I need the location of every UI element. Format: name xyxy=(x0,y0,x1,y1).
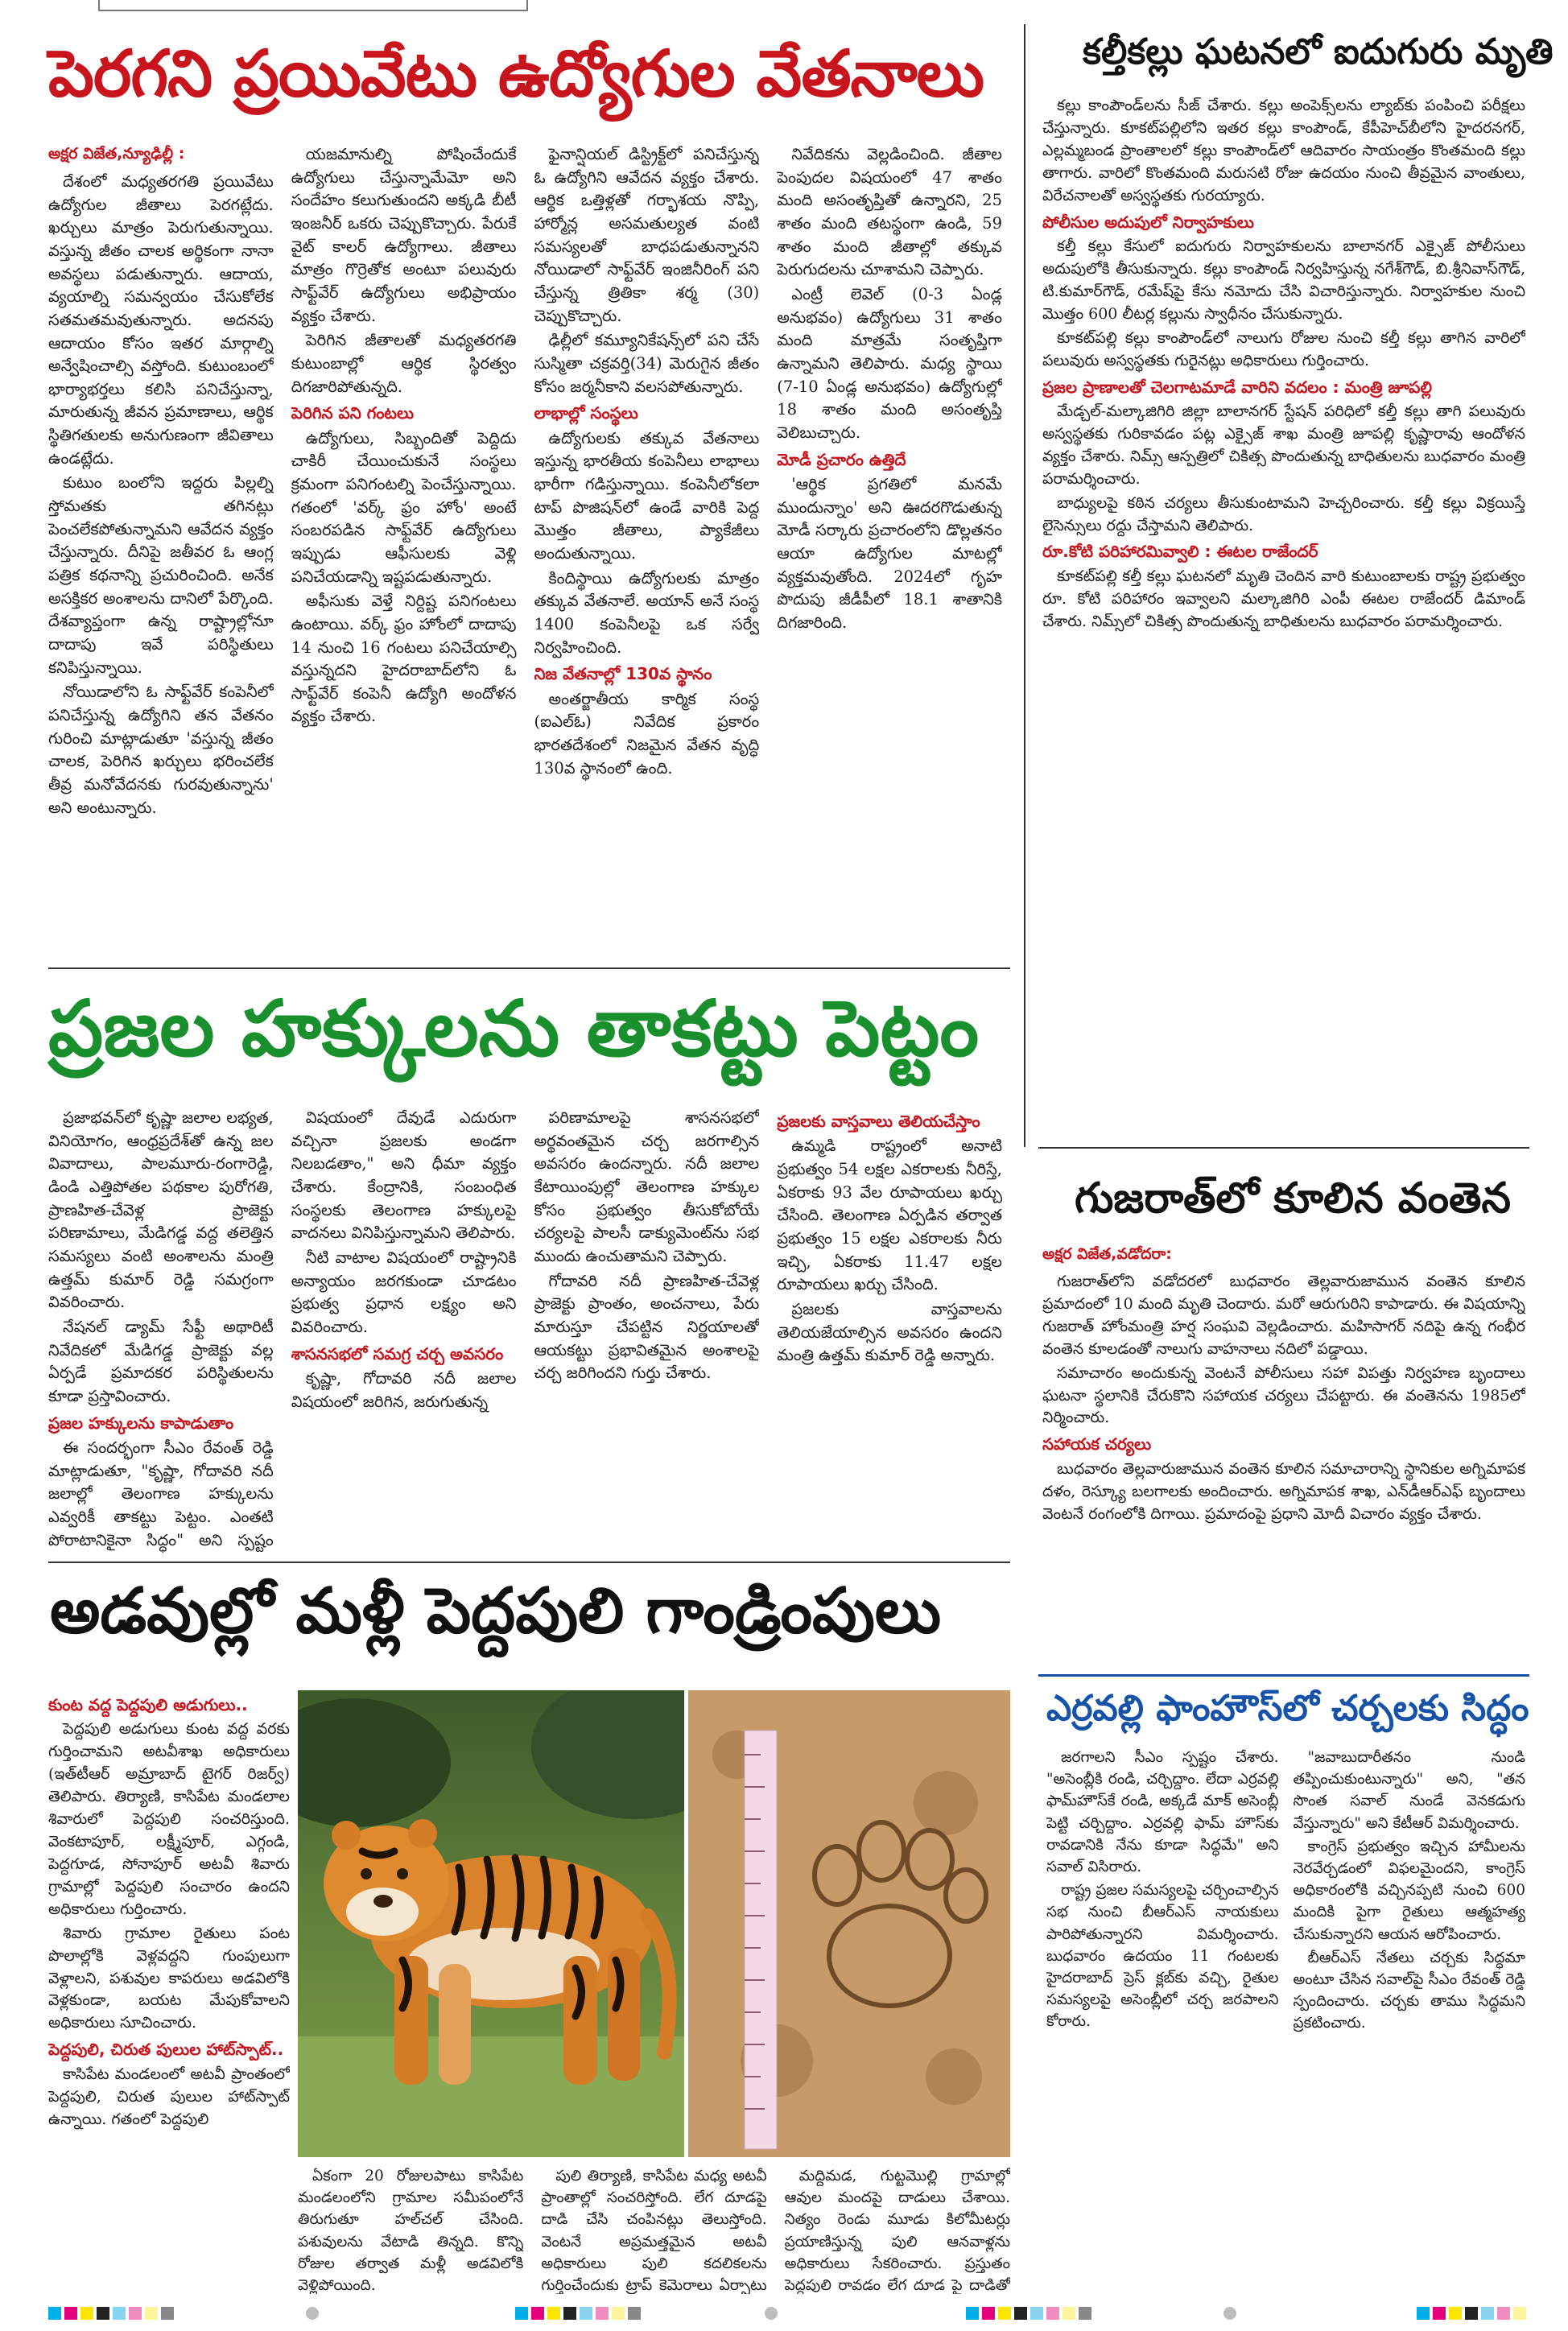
rights-col-2 xyxy=(291,1107,517,1553)
paragraph: సమాచారం అందుకున్న వెంటనే పోలీసులు సహా విపత్తు నిర్వహణ బృందాలు ఘటనా స్థలానికి చేరుకొని సహాయక చర్యలు చేపట్టారు. ఈ వంతెనను 1985లో నిర్మించారు. xyxy=(1042,1364,1525,1427)
paragraph: కల్తీ కల్లు కేసులో ఐదుగురు నిర్వాహకులను బాలానగర్ ఎక్సైజ్ పోలీసులు అదుపులోకి తీసుకున్నారు. కల్లు కాంపౌండ్ నిర్వహిస్తున్న నగేశ్‌గౌడ్, బి.శ్రీనివాస్‌గౌడ్, టి.కుమార్‌గౌడ్, రమేష్‌పై కేసు నమోదు చేసి విచారిస్తున్నారు. నిర్వాహకుల నుంచి మొత్తం 600 లీటర్ల కల్లును స్వాధీనం చేసుకున్నారు. xyxy=(1042,237,1525,323)
section-divider xyxy=(1038,1147,1529,1149)
subheading: కుంట వద్ద పెద్దపులి అడుగులు.. xyxy=(48,1695,248,1714)
article-people-rights xyxy=(48,1107,1002,1553)
article-farmhouse xyxy=(1046,1747,1525,2294)
paragraph: 'ఆర్థిక ప్రగతిలో మనమే ముందున్నాం' అని ఊదరగొడుతున్న మోడీ సర్కారు ప్రచారంలోని డొల్లతనం ఆయా ఉద్యోగుల మాటల్లో వ్యక్తమవుతోంది. 2024లో గృహ పొదుపు జీడీపీలో 18.1 శాతానికి దిగజారింది. xyxy=(777,474,1002,632)
tiger-photo xyxy=(298,1690,684,2157)
rights-col-4 xyxy=(777,1107,1002,1553)
paragraph: గుజరాత్‌లోని వడోదరలో బుధవారం తెల్లవారుజామున వంతెన కూలిన ప్రమాదంలో 10 మంది మృతి చెందారు. మరో ఆరుగురిని కాపాడారు. ఈ విషయాన్ని గుజరాత్ హోంమంత్రి హర్ష సంఘవి వెల్లడించారు. మహిసాగర్ నదిపై ఉన్న గంభీర వంతెన కూలడంతో నాలుగు వాహనాలు నదిలో పడ్డాయి. xyxy=(1042,1272,1525,1358)
headline-tiger: అడవుల్లో మళ్లీ పెద్దపులి గాండ్రింపులు xyxy=(50,1575,942,1648)
paragraph: నీటి వాటాల విషయంలో రాష్ట్రానికి అన్యాయం జరగకుండా చూడటం ప్రభుత్వ ప్రధాన లక్ష్యం అని వివరించారు. xyxy=(291,1248,517,1336)
subheading: రూ.కోటి పరిహారమివ్వాలి : ఈటల రాజేందర్ xyxy=(1042,542,1318,562)
paragraph: పెద్దపులి అడుగులు కుంట వద్ద వరకు గుర్తించామని అటవీశాఖ అధికారులు (ఇత్‌టీఆర్ అమ్రాబాద్ టైగర్ రిజర్వ్) తెలిపారు. తిర్యాణి, కాసిపేట మండలాల శివారులో పెద్దపులి సంచరిస్తుంది. వెంకటాపూర్, లక్ష్మీపూర్, ఎగ్గండి, పెద్దగూడ, సోనాపూర్ అటవీ శివారు గ్రామాల్లో పెద్దపులి సంచారం ఉందని అధికారులు గుర్తించారు. xyxy=(48,1720,290,1918)
paragraph: "జవాబుదారీతనం నుండి తప్పించుకుంటున్నారు" అని, "తన సొంత సవాల్ నుండే వెనకడుగు వేస్తున్నారు" అని కేటీఆర్ విమర్శించారు. xyxy=(1293,1749,1525,1832)
tiger-col-3 xyxy=(541,2165,766,2294)
paragraph: శివారు గ్రామాల రైతులు పంట పొలాల్లోకి వెళ్లవద్దని గుంపులుగా వెళ్లాలని, పశువుల కాపరులు అడవిలోకి వెళ్లకుండా, బయట మేపుకోవాలని అధికారులు సూచించారు. xyxy=(48,1924,290,2032)
paragraph: ఏకంగా 20 రోజులపాటు కాసిపేట మండలంలోని గ్రామాల సమీపంలోనే తిరుగుతూ హల్‌చల్ చేసింది. పశువులను వేటాడి తిన్నది. కొన్ని రోజుల తర్వాత మళ్లీ అడవిలోకి వెళ్లిపోయింది. xyxy=(298,2168,524,2294)
paragraph: అంతర్జాతీయ కార్మిక సంస్థ (ఐఎల్‌ఓ) నివేదిక ప్రకారం భారతదేశంలో నిజమైన వేతన వృద్ధి 130వ స్థానంలో ఉంది. xyxy=(534,689,760,778)
article-gujarat-bridge xyxy=(1042,1244,1525,1622)
salaries-col-1 xyxy=(48,143,274,956)
paragraph: కృష్ణా, గోదావరి నదీ జలాల విషయంలో జరిగిన, జరుగుతున్న xyxy=(291,1368,517,1411)
paragraph: కల్లు కాంపౌండ్‌లను సీజ్ చేశారు. కల్లు అంపెక్స్‌లను ల్యాబ్‌కు పంపించి పరీక్షలు చేస్తున్నారు. కూకట్‌పల్లిలోని ఇతర కల్లు కాంపౌండ్, కేపీహెచ్‌బీలోని హైదరనగర్, ఎల్లమ్మబండ ప్రాంతాలలో కల్లు కాంపౌండ్‌లో ఆదివారం సాయంత్రం కొంతమంది కల్లు తాగారు. వారిలో కొంతమంది మరుసటి రోజు ఉదయం నుంచి తీవ్రమైన వాంతులు, విరేచనాలతో అస్వస్థతకు గురయ్యారు. xyxy=(1042,97,1525,204)
pugmark-illustration xyxy=(688,1690,1010,2157)
subheading: ప్రజల ప్రాణాలతో చెలగాటమాడే వారిని వదలం : మంత్రి జూపల్లి xyxy=(1042,377,1432,397)
subheading: ప్రజల హక్కులను కాపాడుతాం xyxy=(48,1413,234,1433)
headline-private-salaries: పెరగని ప్రయివేటు ఉద్యోగుల వేతనాలు xyxy=(48,36,984,111)
tiger-col-1 xyxy=(48,1690,290,2286)
page-top-strip xyxy=(98,0,528,11)
subheading: ప్రజలకు వాస్తవాలు తెలియచేస్తాం xyxy=(777,1112,980,1131)
paragraph: ఫైనాన్షియల్ డిస్ట్రిక్ట్‌లో పనిచేస్తున్న ఓ ఉద్యోగిని ఆవేదన వ్యక్తం చేశారు. ఆర్థిక ఒత్తిళ్లతో గర్భాశయ నొప్పి, హార్మోన్ల అసమతుల్యత వంటి సమస్యలతో బాధపడుతున్నానని నోయిడాలో సాఫ్ట్‌వేర్ ఇంజినీరింగ్ పని చేస్తున్న త్రితికా శర్మ (30) చెప్పుకొచ్చారు. xyxy=(534,145,760,325)
paragraph: కాంగ్రెస్ ప్రభుత్వం ఇచ్చిన హామీలను నెరవేర్చడంలో విఫలమైందని, కాంగ్రెస్ అధికారంలోకి వచ్చినప్పటి నుంచి 600 మందికి పైగా రైతులు ఆత్మహత్య చేసుకున్నారని ఆయన ఆరోపించారు. xyxy=(1293,1838,1525,1943)
paragraph: కాసిపేట మండలంలో అటవీ ప్రాంతంలో పెద్దపులి, చిరుత పులుల హాట్‌స్పాట్‌ ఉన్నాయి. గతంలో పెద్దపులి xyxy=(48,2065,290,2128)
subheading: నిజ వేతనాల్లో 130వ స్థానం xyxy=(534,664,712,684)
subheading: మోడీ ప్రచారం ఉత్తిదే xyxy=(777,449,906,469)
paragraph: ప్రజలకు వాస్తవాలను తెలియజేయాల్సిన అవసరం ఉందని మంత్రి ఉత్తమ్ కుమార్ రెడ్డి అన్నారు. xyxy=(777,1299,1002,1365)
paragraph: గోదావరి నదీ ప్రాణహిత-చేవెళ్ల ప్రాజెక్టు ప్రాంతం, అంచనాలు, పేరు మారుస్తూ చేపట్టిన నిర్ణయాలతో ఆయకట్టు ప్రభావితమైన అంశాలపై చర్చ జరిగిందని గుర్తు చేశారు. xyxy=(534,1271,760,1383)
paragraph: నోయిడాలోని ఓ సాఫ్ట్‌వేర్ కంపెనీలో పనిచేస్తున్న ఉద్యోగిని తన వేతనం గురించి మాట్లాడుతూ 'వస్తున్న జీతం చాలక, పెరిగిన ఖర్చులు భరించలేక తీవ్ర మనోవేదనకు గురవుతున్నాను' అని అంటున్నారు. xyxy=(48,683,274,817)
paragraph: ఢిల్లీలో కమ్యూనికేషన్స్‌లో పని చేసే సుస్మితా చక్రవర్తి(34) మెరుగైన జీతం కోసం జర్మనీకాని వలసపోతున్నారు. xyxy=(534,331,760,396)
paragraph: ఉద్యోగులు, సిబ్బందితో పెద్దిదు చాకిరీ చేయించుకునే సంస్థలు క్రమంగా పనిగంటల్ని పెంచేస్తున్నాయి. గతంలో 'వర్క్ ఫ్రం హోం' అంటే సంబరపడిన సాఫ్ట్‌వేర్ ఉద్యోగులు ఇప్పుడు ఆఫీసులకు వెళ్లి పనిచేయడాన్ని ఇష్టపడుతున్నారు. xyxy=(291,428,517,586)
paragraph: మద్దిమడ, గుట్టమొల్లి గ్రామాల్లో ఆవుల మందపై దాడులు చేశాయి. నిత్యం రెండు మూడు కిలోమీటర్లు ప్రయాణిస్తున్న పులి ఆనవాళ్లను అధికారులు సేకరించారు. ప్రస్తుతం పెద్దపులి రావడం లేగ దూడ పై దాడితో xyxy=(784,2168,1010,2294)
paragraph: ఉద్యోగులకు తక్కువ వేతనాలు ఇస్తున్న భారతీయ కంపెనీలు లాభాలు భారీగా గడిస్తున్నాయి. కంపెనీలోకలా టాప్ పొజిషన్‌లో ఉండే వారికి పెద్ద మొత్తం జీతాలు, ప్యాకేజీలు అందుతున్నాయి. xyxy=(534,428,760,563)
paragraph: కూకట్‌పల్లి కల్తీ కల్లు ఘటనలో మృతి చెందిన వారి కుటుంబాలకు రాష్ట్ర ప్రభుత్వం రూ. కోటి పరిహారం ఇవ్వాలని మల్కాజిగిరి ఎంపీ ఈటల రాజేందర్ డిమాండ్ చేశారు. నిమ్స్‌లో చికిత్స పొందుతున్న బాధితులను బుధవారం పరామర్శించారు. xyxy=(1042,567,1525,630)
paragraph: బీఆర్ఎస్ నేతలు చర్చకు సిద్ధమా అంటూ చేసిన సవాల్‌పై సీఎం రేవంత్ రెడ్డి స్పందించారు. చర్చకు తాము సిద్ధమని ప్రకటించారు. xyxy=(1293,1949,1525,2032)
paragraph: రాష్ట్ర ప్రజల సమస్యలపై చర్చించాల్సిన సభ నుంచి బీఆర్ఎస్ నాయకులు పారిపోతున్నారని విమర్శించారు. బుధవారం ఉదయం 11 గంటలకు హైదరాబాద్ ప్రెస్ క్లబ్‌కు వచ్చి, రైతుల సమస్యలపై అసెంబ్లీలో చర్చ జరపాలని కోరారు. xyxy=(1046,1882,1279,2031)
salaries-col-3 xyxy=(534,143,760,956)
salaries-col-2 xyxy=(291,143,517,956)
farmhouse-col-2 xyxy=(1294,1747,1526,2294)
registration-marks-right xyxy=(966,2307,1091,2325)
paragraph: ఈ సందర్భంగా సీఎం రేవంత్ రెడ్డి మాట్లాడుతూ, "కృష్ణా, గోదావరి నదీ జలాల్లో తెలంగాణ హక్కులను ఎవ్వరికీ తాకట్టు పెట్టం. ఎంతటి పోరాటానికైనా సిద్ధం" అని స్పష్టం xyxy=(48,1438,274,1549)
article-toddy-deaths xyxy=(1042,95,1525,1174)
registration-marks-center xyxy=(515,2307,641,2325)
tiger-illustration xyxy=(298,1690,684,2157)
paragraph: నివేదికను వెల్లడించింది. జీతాల పెంపుదల విషయంలో 47 శాతం మంది అసంతృప్తితో ఉన్నారని, 25 శాతం మంది తటస్థంగా ఉండి, 59 శాతం మంది జీతాల్లో తక్కువ పెరుగుదలను చూశామని చెప్పారు. xyxy=(777,145,1002,279)
registration-oval-1 xyxy=(306,2307,319,2325)
column-divider xyxy=(1024,24,1025,1147)
paragraph: పెరిగిన జీతాలతో మధ్యతరగతి కుటుంబాల్లో ఆర్థిక స్థిరత్వం దిగజారిపోతున్నది. xyxy=(291,331,517,396)
paragraph: కుటుం బంలోని ఇద్దరు పిల్లల్ని స్తోమతకు తగినట్లు పెంచలేకపోతున్నామని ఆవేదన వ్యక్తం చేస్తున్నారు. దీనిపై జతీవర ఓ ఆంగ్ల పత్రిక కథనాన్ని ప్రచురించింది. అనేక అసక్తికర అంశాలను దానిలో పేర్కొంది. దేశవ్యాప్తంగా ఉన్న రాష్ట్రాల్లోనూ దాదాపు ఇవే పరిస్థితులు కనిపిస్తున్నాయి. xyxy=(48,473,274,677)
rights-col-1 xyxy=(48,1107,274,1553)
headline-people-rights: ప్రజల హక్కులను తాకట్టు పెట్టం xyxy=(48,984,980,1074)
paragraph: ఉమ్మడి రాష్ట్రంలో అనాటి ప్రభుత్వం 54 లక్షల ఎకరాలకు నీరిస్తే, ఏకరాకు 93 వేల రూపాయలు ఖర్చు చేసింది. తెలంగాణ ఏర్పడిన తర్వాత ప్రభుత్వం 15 లక్షల ఎకరాలకు నీరు ఇచ్చి, ఏకరాకు 11.47 లక్షల రూపాయలు ఖర్చు చేసింది. xyxy=(777,1137,1002,1294)
subheading: పెద్దపులి, చిరుత పులుల హాట్‌స్పాట్.. xyxy=(48,2040,284,2060)
registration-marks-left xyxy=(48,2307,174,2325)
byline: అక్షర విజేత,వడోదరా: xyxy=(1042,1245,1172,1263)
subheading: పెరిగిన పని గంటలు xyxy=(291,403,415,423)
paragraph: నేషనల్ డ్యామ్ సేఫ్టీ అథారిటీ నివేదికలో మేడిగడ్డ ప్రాజెక్టు వల్ల ఏర్పడే ప్రమాదకర పరిస్థితులను కూడా ప్రస్తావించారు. xyxy=(48,1317,274,1405)
tiger-col-2 xyxy=(298,2165,523,2294)
subheading: లాభాల్లో సంస్థలు xyxy=(534,403,638,423)
paragraph: దేశంలో మధ్యతరగతి ప్రయివేటు ఉద్యోగుల జీతాలు పెరగట్లేదు. ఖర్చులు మాత్రం పెరుగుతున్నాయి. వస్తున్న జీతం చాలక అర్థికంగా నానా అవస్థలు పడుతున్నారు. ఆదాయ, వ్యయాల్ని సమన్వయం చేసుకోలేక సతమతమవుతున్నారు. అదనపు ఆదాయం కోసం ఇతర మార్గాల్ని అన్వేషించాల్సి వస్తోంది. కుటుంబంలో భార్యాభర్తలు కలిసి పనిచేస్తున్నా, మారుతున్న జీవన ప్రమాణాలు, ఆర్థిక స్థితిగతులకు అనుగుణంగా జీవితాలు ఉండట్లేదు. xyxy=(48,171,274,468)
paragraph: మేడ్చల్-మల్కాజిగిరి జిల్లా బాలానగర్ స్టేషన్ పరిధిలో కల్తీ కల్లు తాగి పలువురు అస్వస్థతకు గురికావడం పట్ల ఎక్సైజ్ శాఖ మంత్రి జూపల్లి కృష్ణారావు ఆందోళన వ్యక్తం చేశారు. నిమ్స్ ఆస్పత్రిలో చికిత్స పొందుతున్న బాధితులను బుధవారం మంత్రి పరామర్శించారు. xyxy=(1042,402,1525,488)
paragraph: పులి తిర్యాణి, కాసిపేట మధ్య అటవీ ప్రాంతాల్లో సంచరిస్తోంది. లేగ దూడపై దాడి చేసి చంపినట్లు తెలుస్తోంది. వెంటనే అప్రమత్తమైన అటవీ అధికారులు పులి కదలికలను గుర్తించేందుకు ట్రాప్ కెమెరాలు ఏర్పాటు xyxy=(541,2168,767,2294)
subheading: సహాయక చర్యలు xyxy=(1042,1434,1152,1454)
headline-farmhouse: ఎర్రవల్లి ఫాంహౌస్‌లో చర్చలకు సిద్ధం xyxy=(1046,1688,1529,1729)
paragraph: కూకట్‌పల్లి కల్లు కాంపౌండ్‌లో నాలుగు రోజుల నుంచి కల్తీ కల్లు తాగిన వారిలో పలువురు అస్వస్థతకు గురైనట్లు అధికారులు గుర్తించారు. xyxy=(1042,328,1525,369)
tiger-col-4 xyxy=(785,2165,1010,2294)
registration-marks-far-right xyxy=(1417,2307,1526,2325)
pugmark-photo xyxy=(688,1690,1010,2157)
paragraph: విషయంలో దేవుడే ఎదురుగా వచ్చినా ప్రజలకు అండగా నిలబడతాం," అని ధీమా వ్యక్తం చేశారు. కేంద్రానికి, సంబంధిత సంస్థలకు తెలంగాణ హక్కులపై వాదనలు వినిపిస్తున్నామని తెలిపారు. xyxy=(291,1108,517,1243)
paragraph: బాధ్యులపై కఠిన చర్యలు తీసుకుంటామని హెచ్చరించారు. కల్తీ కల్లు విక్రయిస్తే లైసెన్సులు రద్దు చేస్తామని తెలిపారు. xyxy=(1042,493,1525,534)
salaries-col-4 xyxy=(777,143,1002,956)
headline-toddy-deaths: కల్తీకల్లు ఘటనలో ఐదుగురు మృతి xyxy=(1083,31,1554,72)
tiger-bottom-columns xyxy=(298,2165,1010,2294)
byline: అక్షర విజేత,న్యూఢిల్లీ : xyxy=(48,145,185,163)
paragraph: జరగాలని సీఎం స్పష్టం చేశారు. "అసెంబ్లీకి రండి, చర్చిద్దాం. లేదా ఎర్రవల్లి ఫామ్‌హౌస్‌కే రండి, అక్కడే మాక్ అసెంబ్లీ పెట్టి చర్చిద్దాం. ఎర్రవల్లి ఫామ్ హౌస్‌కు రావడానికి నేను కూడా సిద్ధమే" అని సవాల్ విసిరారు. xyxy=(1046,1749,1279,1875)
subheading: శాసనసభలో సమగ్ర చర్చ అవసరం xyxy=(291,1343,504,1364)
headline-gujarat-bridge: గుజరాత్‌లో కూలిన వంతెన xyxy=(1075,1174,1512,1223)
subheading: పోలీసుల అదుపులో నిర్వాహకులు xyxy=(1042,212,1254,232)
registration-oval-2 xyxy=(765,2307,778,2325)
rights-col-3 xyxy=(534,1107,760,1553)
section-divider xyxy=(48,1562,1010,1563)
article-private-salaries xyxy=(48,143,1002,956)
paragraph: అఫీసుకు వెళ్తే నిర్దిష్ట పనిగంటలు ఉంటాయి. వర్క్ ఫ్రం హోంలో దాదాపు 14 నుంచి 16 గంటలు పనిచేయాల్సి వస్తున్నదని హైదరాబాద్‌లోని ఓ సాఫ్ట్‌వేర్ కంపెనీ ఉద్యోగి అందోళన వ్యక్తం చేశారు. xyxy=(291,592,517,726)
section-divider xyxy=(48,967,1010,969)
paragraph: బుధవారం తెల్లవారుజామున వంతెన కూలిన సమాచారాన్ని స్థానికుల అగ్నిమాపక దళం, రెస్క్యూ బలగాలకు అందించారు. అగ్నిమాపక శాఖ, ఎన్‌డీఆర్‌ఎఫ్ బృందాలు వెంటనే రంగంలోకి దిగాయి. ప్రమాదంపై ప్రధాని మోదీ విచారం వ్యక్తం చేశారు. xyxy=(1042,1459,1525,1523)
registration-oval-3 xyxy=(1223,2307,1236,2325)
paragraph: ఎంట్రీ లెవెల్ (0-3 ఏండ్ల అనుభవం) ఉద్యోగులు 31 శాతం మంది మాత్రమే సంతృప్తిగా ఉన్నామని తెలిపారు. మధ్య స్థాయి (7-10 ఏండ్ల అనుభవం) ఉద్యోగుల్లో 18 శాతం మంది అసంతృప్తి వెలిబుచ్చారు. xyxy=(777,284,1002,442)
paragraph: కిందిస్థాయి ఉద్యోగులకు మాత్రం తక్కువ వేతనాలే. అయాన్ అనే సంస్థ 1400 కంపెనీలపై ఒక సర్వే నిర్వహించింది. xyxy=(534,568,760,657)
paragraph: యజమానుల్ని పోషించేందుకే ఉద్యోగులు చేస్తున్నామేమో అని సందేహం కలుగుతుందని అక్కడి బీటీ ఇంజనీర్ ఒకరు చెప్పుకొచ్చారు. పేరుకే వైట్ కాలర్ ఉద్యోగాలు. జీతాలు మాత్రం గొర్రెతోక అంటూ పలువురు సాఫ్ట్‌వేర్ ఉద్యోగులు అభిప్రాయం వ్యక్తం చేశారు. xyxy=(291,145,517,325)
farmhouse-col-1 xyxy=(1046,1747,1279,2294)
paragraph: పరిణామాలపై శాసనసభలో అర్థవంతమైన చర్చ జరగాల్సిన అవసరం ఉందన్నారు. నదీ జలాల కేటాయింపుల్లో తెలంగాణ హక్కుల కోసం ప్రభుత్వం తీసుకోబోయే చర్యలపై పాలసీ డాక్యుమెంట్‌ను సభ ముందు ఉంచుతామని చెప్పారు. xyxy=(534,1108,760,1265)
paragraph: ప్రజాభవన్‌లో కృష్ణా జలాల లభ్యత, వినియోగం, ఆంధ్రప్రదేశ్‌తో ఉన్న జల వివాదాలు, పాలమూరు-రంగారెడ్డి, డిండి ఎత్తిపోతల పథకాల పురోగతి, ప్రాణహిత-చేవెళ్ల ప్రాజెక్టు పరిణామాలు, మేడిగడ్డ వద్ద తలెత్తిన సమస్యలు వంటి అంశాలను మంత్రి ఉత్తమ్ కుమార్ రెడ్డి సమగ్రంగా వివరించారు. xyxy=(48,1108,274,1312)
